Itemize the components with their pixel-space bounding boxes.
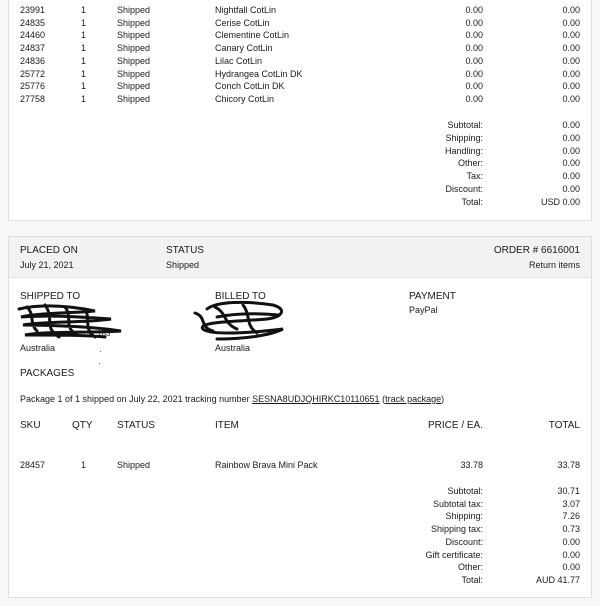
placed-on-value: July 21, 2021 bbox=[20, 260, 74, 270]
cell-status: Shipped bbox=[117, 17, 151, 28]
summary-row bbox=[9, 132, 591, 145]
status-label: STATUS bbox=[166, 245, 204, 256]
summary-row bbox=[9, 196, 591, 209]
cell-total: 0.00 bbox=[562, 81, 580, 92]
summary-value: 0.00 bbox=[562, 171, 580, 182]
cell-price: 0.00 bbox=[465, 30, 483, 41]
cell-price: 0.00 bbox=[465, 43, 483, 54]
summary-value: 0.00 bbox=[562, 562, 580, 573]
summary-row bbox=[9, 523, 591, 536]
summary-label: Subtotal: bbox=[447, 120, 483, 130]
tracking-number-link[interactable]: SESNA8UDJQHIRKC10110651 bbox=[252, 394, 380, 404]
summary-label: Total: bbox=[461, 574, 483, 585]
column-item: ITEM bbox=[215, 420, 239, 431]
billed-to-country: Australia bbox=[215, 343, 251, 353]
track-package-link[interactable]: track package bbox=[385, 394, 442, 404]
summary-label: Other: bbox=[457, 562, 483, 573]
summary-label: Shipping: bbox=[445, 132, 483, 143]
cell-sku: 24837 bbox=[20, 43, 46, 54]
summary-row bbox=[9, 549, 591, 562]
cell-sku: 25776 bbox=[20, 81, 46, 92]
summary-value: 0.00 bbox=[562, 536, 580, 547]
column-total: TOTAL bbox=[548, 420, 580, 431]
summary-row bbox=[9, 157, 591, 170]
summary-label: Tax: bbox=[466, 171, 483, 182]
cell-price: 0.00 bbox=[465, 55, 483, 66]
cell-qty: 1 bbox=[81, 17, 87, 28]
cell-price: 0.00 bbox=[465, 81, 483, 92]
summary-value: 0.73 bbox=[562, 524, 580, 535]
summary-label: Discount: bbox=[445, 536, 483, 547]
shipped-to-country: Australia bbox=[20, 343, 56, 353]
summary-label: Subtotal: bbox=[447, 486, 483, 496]
cell-sku: 24836 bbox=[20, 55, 46, 66]
summary-value: 30.71 bbox=[557, 486, 580, 496]
column-price: PRICE / EA. bbox=[427, 420, 483, 431]
summary-label: Discount: bbox=[445, 184, 483, 194]
summary-value: 0.00 bbox=[562, 145, 580, 156]
cell-qty: 1 bbox=[81, 43, 87, 54]
summary-value: 0.00 bbox=[562, 120, 580, 130]
cell-sku: 23991 bbox=[20, 5, 46, 15]
placed-on-label: PLACED ON bbox=[20, 245, 78, 256]
status-value: Shipped bbox=[166, 260, 200, 270]
summary-value: 7.26 bbox=[562, 511, 580, 522]
payment-label: PAYMENT bbox=[409, 291, 456, 302]
cell-status: Shipped bbox=[117, 30, 151, 41]
cell-status: Shipped bbox=[117, 81, 151, 92]
summary-label: Handling: bbox=[444, 145, 483, 156]
summary-value: 0.00 bbox=[562, 549, 580, 560]
summary-label: Shipping: bbox=[445, 511, 483, 522]
column-status: STATUS bbox=[117, 420, 155, 431]
cell-qty: 1 bbox=[81, 81, 87, 92]
cell-item: Lilac CotLin bbox=[215, 55, 263, 66]
cell-sku: 24460 bbox=[20, 30, 46, 41]
cell-qty: 1 bbox=[81, 68, 87, 79]
cell-status: Shipped bbox=[117, 93, 151, 104]
cell-item: Nightfall CotLin bbox=[215, 5, 277, 15]
cell-sku: 24835 bbox=[20, 17, 46, 28]
cell-status: Shipped bbox=[117, 5, 151, 15]
cell-sku: 27758 bbox=[20, 93, 46, 104]
cell-total: 0.00 bbox=[562, 17, 580, 28]
cell-status: Shipped bbox=[117, 55, 151, 66]
summary-row bbox=[9, 485, 591, 498]
cell-item: Clementine CotLin bbox=[215, 30, 290, 41]
cell-item: Canary CotLin bbox=[215, 43, 273, 54]
billing-address-redaction bbox=[187, 299, 307, 343]
summary-label: Gift certificate: bbox=[425, 549, 483, 560]
column-sku: SKU bbox=[20, 420, 41, 431]
column-qty: QTY bbox=[72, 420, 93, 431]
cell-item: Hydrangea CotLin DK bbox=[215, 68, 303, 79]
table-row bbox=[9, 68, 591, 81]
summary-row bbox=[9, 170, 591, 183]
cell-item: Conch CotLin DK bbox=[215, 81, 285, 92]
cell-qty: 1 bbox=[81, 460, 87, 470]
summary-row bbox=[9, 498, 591, 511]
cell-price: 0.00 bbox=[465, 93, 483, 104]
table-row bbox=[9, 80, 591, 93]
shipped-to-partial: 183 bbox=[97, 329, 111, 338]
table-row bbox=[9, 17, 591, 30]
track-close: ) bbox=[441, 394, 445, 404]
cell-item: Cerise CotLin bbox=[215, 17, 270, 28]
shipped-to-label: SHIPPED TO bbox=[20, 291, 81, 302]
cell-price: 0.00 bbox=[465, 17, 483, 28]
return-items-link[interactable]: Return items bbox=[528, 260, 580, 270]
dot-mark: · bbox=[99, 347, 102, 356]
cell-total: 0.00 bbox=[562, 55, 580, 66]
previous-order-card bbox=[8, 0, 592, 221]
table-row bbox=[9, 4, 591, 17]
cell-total: 0.00 bbox=[562, 43, 580, 54]
order-card bbox=[8, 236, 592, 598]
dot-mark: · bbox=[98, 359, 101, 368]
summary-row bbox=[9, 574, 591, 587]
summary-label: Subtotal tax: bbox=[432, 498, 483, 509]
cell-total: 0.00 bbox=[562, 68, 580, 79]
summary-label: Total: bbox=[461, 196, 483, 207]
table-row bbox=[9, 55, 591, 68]
cell-sku: 28457 bbox=[20, 460, 46, 470]
cell-status: Shipped bbox=[117, 68, 151, 79]
summary-value: 0.00 bbox=[562, 184, 580, 194]
cell-price: 33.78 bbox=[460, 460, 483, 470]
summary-row bbox=[9, 536, 591, 549]
cell-qty: 1 bbox=[81, 55, 87, 66]
track-open: ( bbox=[382, 394, 386, 404]
cell-total: 33.78 bbox=[557, 460, 580, 470]
cell-sku: 25772 bbox=[20, 68, 46, 79]
summary-label: Other: bbox=[457, 158, 483, 169]
summary-value: USD 0.00 bbox=[540, 196, 580, 207]
table-row bbox=[9, 29, 591, 42]
package-line bbox=[20, 394, 444, 404]
cell-qty: 1 bbox=[81, 5, 87, 15]
table-row bbox=[9, 42, 591, 55]
cell-status: Shipped bbox=[117, 43, 151, 54]
packages-label: PACKAGES bbox=[20, 368, 75, 379]
cell-qty: 1 bbox=[81, 30, 87, 41]
cell-item: Chicory CotLin bbox=[215, 93, 275, 104]
package-text: Package 1 of 1 shipped on July 22, 2021 tracking number bbox=[20, 394, 250, 404]
summary-row bbox=[9, 510, 591, 523]
summary-value: 3.07 bbox=[562, 498, 580, 509]
table-row bbox=[9, 459, 591, 472]
summary-value: 0.00 bbox=[562, 158, 580, 169]
cell-total: 0.00 bbox=[562, 30, 580, 41]
summary-value: 0.00 bbox=[562, 132, 580, 143]
summary-label: Shipping tax: bbox=[430, 524, 483, 535]
payment-value: PayPal bbox=[409, 305, 438, 315]
cell-price: 0.00 bbox=[465, 5, 483, 15]
cell-price: 0.00 bbox=[465, 68, 483, 79]
billed-to-label: BILLED TO bbox=[215, 291, 266, 302]
summary-value: AUD 41.77 bbox=[535, 574, 580, 585]
order-header bbox=[9, 237, 591, 278]
cell-status: Shipped bbox=[117, 460, 151, 470]
order-number: ORDER # 6616001 bbox=[493, 245, 580, 256]
cell-total: 0.00 bbox=[562, 5, 580, 15]
table-row bbox=[9, 93, 591, 106]
summary-row bbox=[9, 145, 591, 158]
summary-row bbox=[9, 183, 591, 196]
cell-total: 0.00 bbox=[562, 93, 580, 104]
summary-row bbox=[9, 561, 591, 574]
cell-item: Rainbow Brava Mini Pack bbox=[215, 460, 318, 470]
cell-qty: 1 bbox=[81, 93, 87, 104]
summary-row bbox=[9, 119, 591, 132]
